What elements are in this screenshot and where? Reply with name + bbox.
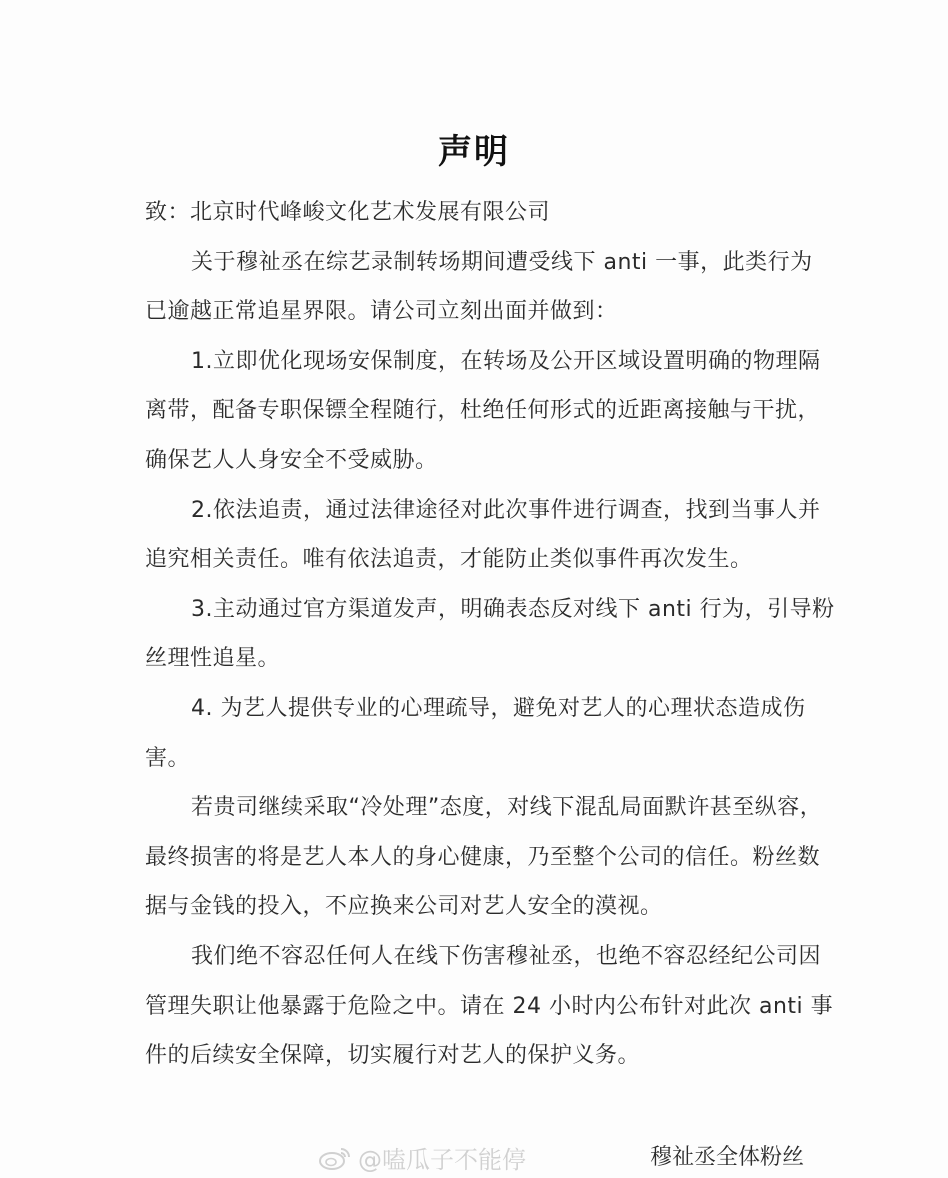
text-line: 确保艺人人身安全不受威胁。 — [145, 447, 438, 473]
weibo-watermark — [318, 1140, 526, 1175]
document-body — [145, 188, 835, 1081]
text-line: 丝理性追星。 — [145, 646, 281, 672]
text-line: 1.立即优化现场安保制度，在转场及公开区域设置明确的物理隔 — [191, 348, 821, 374]
text-line: 4. 为艺人提供专业的心理疏导，避免对艺人的心理状态造成伤 — [191, 695, 806, 721]
weibo-logo-icon — [318, 1145, 352, 1171]
text-line: 已逾越正常追星界限。请公司立刻出面并做到： — [145, 299, 618, 325]
text-line: 关于穆祉丞在综艺录制转场期间遭受线下 anti 一事，此类行为 — [191, 249, 813, 275]
text-line: 最终损害的将是艺人本人的身心健康，乃至整个公司的信任。粉丝数 — [145, 844, 821, 870]
text-line: 害。 — [145, 745, 191, 771]
text-line: 据与金钱的投入，不应换来公司对艺人安全的漠视。 — [145, 894, 663, 920]
text-line: 件的后续安全保障，切实履行对艺人的保护义务。 — [145, 1043, 641, 1069]
addressee-line: 致：北京时代峰峻文化艺术发展有限公司 — [145, 200, 551, 225]
text-line: 3.主动通过官方渠道发声，明确表态反对线下 anti 行为，引导粉 — [191, 596, 835, 622]
watermark-text: @嗑瓜子不能停 — [358, 1146, 526, 1174]
text-line: 离带，配备专职保镖全程随行，杜绝任何形式的近距离接触与干扰， — [145, 398, 821, 424]
text-line: 管理失职让他暴露于危险之中。请在 24 小时内公布针对此次 anti 事 — [145, 993, 834, 1019]
text-line: 若贵司继续采取“冷处理”态度，对线下混乱局面默许甚至纵容， — [191, 795, 823, 821]
signature: 穆祉丞全体粉丝 — [650, 1145, 805, 1170]
document-title: 声明 — [438, 132, 510, 172]
text-line: 追究相关责任。唯有依法追责，才能防止类似事件再次发生。 — [145, 547, 753, 573]
text-line: 2.依法追责，通过法律途径对此次事件进行调查，找到当事人并 — [191, 497, 821, 523]
text-line: 我们绝不容忍任何人在线下伤害穆祉丞，也绝不容忍经纪公司因 — [191, 943, 822, 969]
